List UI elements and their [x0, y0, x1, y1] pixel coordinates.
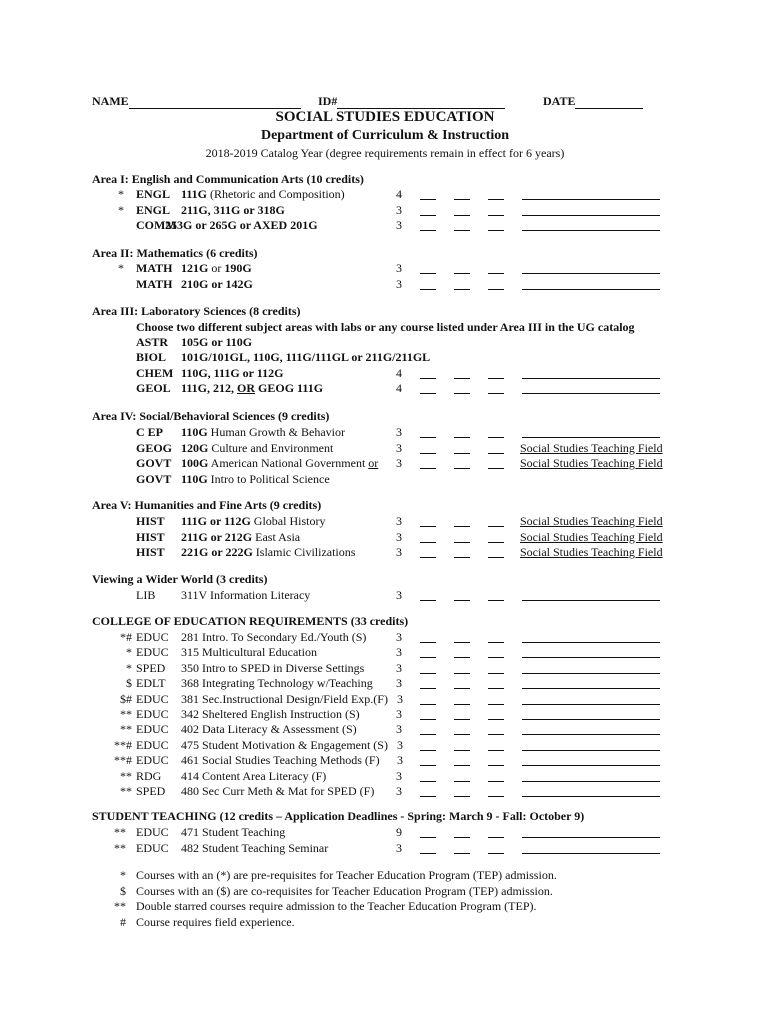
grade-blank[interactable]: [454, 453, 470, 454]
grade-blank[interactable]: [454, 230, 470, 231]
course-code: GEOG: [136, 440, 173, 455]
course-number: 121G: [181, 261, 209, 275]
course-code: SPED: [136, 660, 166, 675]
course-desc: 461 Social Studies Teaching Methods (F): [181, 753, 380, 768]
area-1-heading: Area I: English and Communication Arts (10 credits): [92, 172, 364, 186]
course-code: EDUC: [136, 645, 169, 660]
grade-blank[interactable]: [454, 688, 470, 689]
grade-blank[interactable]: [454, 289, 470, 290]
prereq-mark: **: [120, 722, 132, 737]
course-title: [165, 218, 318, 233]
course-row: [0, 661, 770, 676]
grade-blank[interactable]: [488, 468, 504, 469]
course-code: EDUC: [136, 691, 169, 706]
or-connector: OR: [237, 380, 256, 395]
course-desc: Global History: [250, 514, 326, 528]
notes-blank[interactable]: [522, 704, 660, 705]
page-title: SOCIAL STUDIES EDUCATION: [275, 109, 495, 125]
credits: 3: [397, 691, 403, 706]
course-desc: American National Government: [208, 456, 369, 470]
grade-blank[interactable]: [420, 704, 436, 705]
course-row: [0, 350, 770, 365]
course-desc: 342 Sheltered English Instruction (S): [181, 707, 360, 721]
course-row: [0, 784, 770, 799]
area-3-instruction: Choose two different subject areas with labs or any course listed under Area III in the UG catalog: [136, 320, 635, 334]
grade-blank[interactable]: [454, 378, 470, 379]
grade-blank[interactable]: [420, 230, 436, 231]
notes-blank[interactable]: [522, 750, 660, 751]
notes-blank[interactable]: [522, 199, 660, 200]
grade-blank[interactable]: [488, 437, 504, 438]
credits: 4: [396, 365, 402, 380]
credits: 3: [396, 707, 402, 721]
legend-symbol: $: [120, 883, 126, 898]
grade-blank[interactable]: [420, 273, 436, 274]
course-title: [181, 456, 378, 471]
credits: 4: [396, 187, 402, 201]
legend-symbol: *: [120, 868, 126, 882]
notes-blank[interactable]: [522, 765, 660, 766]
course-title: [181, 203, 285, 218]
grade-blank[interactable]: [488, 750, 504, 751]
prereq-mark: *: [126, 645, 132, 660]
or-connector: or: [368, 456, 379, 470]
grade-blank[interactable]: [454, 837, 470, 838]
grade-blank[interactable]: [454, 750, 470, 751]
teaching-field-note: Social Studies Teaching Field: [520, 529, 663, 544]
grade-blank[interactable]: [454, 657, 470, 658]
credits: 4: [396, 380, 402, 395]
teaching-field-note: Social Studies Teaching Field: [520, 456, 663, 470]
notes-blank[interactable]: [522, 437, 660, 438]
course-desc: Islamic Civilizations: [252, 545, 356, 559]
grade-blank[interactable]: [488, 600, 504, 601]
prereq-mark: *: [118, 261, 124, 275]
course-row: [0, 722, 770, 737]
course-row: [0, 588, 770, 603]
course-row: [0, 707, 770, 722]
date-field[interactable]: DATE: [543, 94, 643, 109]
grade-blank[interactable]: [488, 453, 504, 454]
coe-heading: COLLEGE OF EDUCATION REQUIREMENTS (33 credits): [92, 614, 409, 628]
grade-blank[interactable]: [488, 781, 504, 782]
credits: 3: [396, 218, 402, 232]
grade-blank[interactable]: [420, 378, 436, 379]
course-row: [0, 630, 770, 645]
grade-blank[interactable]: [488, 215, 504, 216]
course-title: [181, 187, 345, 202]
grade-blank[interactable]: [488, 273, 504, 274]
prereq-mark: **#: [114, 753, 132, 768]
notes-blank[interactable]: [522, 600, 660, 601]
grade-blank[interactable]: [488, 378, 504, 379]
teaching-field-note: Social Studies Teaching Field: [520, 514, 663, 528]
wider-world-heading: Viewing a Wider World (3 credits): [92, 572, 268, 586]
credits: 3: [396, 588, 402, 602]
course-title: [181, 277, 253, 292]
course-code: HIST: [136, 545, 165, 559]
grade-blank[interactable]: [454, 273, 470, 274]
notes-blank[interactable]: [522, 796, 660, 797]
grade-blank[interactable]: [420, 734, 436, 735]
grade-blank[interactable]: [420, 657, 436, 658]
notes-blank[interactable]: [522, 719, 660, 720]
grade-blank[interactable]: [488, 765, 504, 766]
grade-blank[interactable]: [454, 796, 470, 797]
course-title: [181, 530, 300, 545]
notes-blank[interactable]: [522, 657, 660, 658]
course-code: HIST: [136, 514, 165, 528]
grade-blank[interactable]: [420, 199, 436, 200]
grade-blank[interactable]: [420, 750, 436, 751]
course-number-alt: GEOG 111G: [255, 380, 324, 395]
credits: 3: [396, 276, 402, 291]
notes-blank[interactable]: [522, 273, 660, 274]
grade-blank[interactable]: [488, 542, 504, 543]
legend-symbol: #: [120, 914, 126, 929]
course-number: 211G or 212G: [181, 529, 253, 544]
course-code: EDUC: [136, 630, 169, 644]
grade-blank[interactable]: [454, 673, 470, 674]
course-row: [0, 425, 770, 440]
catalog-year: 2018-2019 Catalog Year (degree requirements remain in effect for 6 years): [205, 146, 565, 160]
grade-blank[interactable]: [488, 557, 504, 558]
grade-blank[interactable]: [454, 853, 470, 854]
grade-blank[interactable]: [420, 437, 436, 438]
grade-blank[interactable]: [454, 393, 470, 394]
course-number: 120G: [181, 440, 209, 455]
course-row: [0, 692, 770, 707]
course-row: [0, 753, 770, 768]
course-number: 210G or 142G: [181, 276, 253, 291]
course-code: CHEM: [136, 365, 174, 380]
course-code: ENGL: [136, 187, 171, 201]
legend-text: Courses with an ($) are co-requisites for Teacher Education Program (TEP) admission.: [136, 883, 553, 898]
course-number: 111G, 212,: [181, 380, 238, 395]
course-row: [0, 456, 770, 471]
course-desc: Human Growth & Behavior: [207, 425, 345, 439]
credits: 3: [396, 425, 402, 439]
course-desc: 471 Student Teaching: [181, 825, 286, 839]
grade-blank[interactable]: [488, 734, 504, 735]
prereq-mark: *: [118, 187, 124, 201]
course-desc: Culture and Environment: [208, 440, 334, 455]
course-desc: 350 Intro to SPED in Diverse Settings: [181, 660, 365, 675]
grade-blank[interactable]: [420, 289, 436, 290]
course-row: [0, 645, 770, 660]
course-title: [181, 514, 325, 529]
notes-blank[interactable]: [522, 642, 660, 643]
grade-blank[interactable]: [420, 453, 436, 454]
course-code: RDG: [136, 768, 162, 783]
prereq-mark: $: [126, 676, 132, 691]
credits: 3: [396, 529, 402, 544]
grade-blank[interactable]: [420, 673, 436, 674]
credits: 3: [397, 753, 403, 768]
area-3-heading: Area III: Laboratory Sciences (8 credits): [92, 304, 301, 318]
grade-blank[interactable]: [454, 542, 470, 543]
grade-blank[interactable]: [420, 557, 436, 558]
grade-blank[interactable]: [454, 642, 470, 643]
course-desc: 475 Student Motivation & Engagement (S): [181, 737, 388, 752]
course-number: 105G or 110G: [181, 335, 253, 349]
course-desc: 311V Information Literacy: [181, 588, 311, 602]
grade-blank[interactable]: [454, 526, 470, 527]
course-row: [0, 530, 770, 545]
course-row: [0, 277, 770, 292]
course-row: [0, 676, 770, 691]
course-title: [181, 261, 252, 276]
course-row: [0, 841, 770, 856]
course-title: [181, 441, 333, 456]
course-title: [181, 350, 430, 365]
course-code: EDLT: [136, 676, 166, 691]
course-code: HIST: [136, 529, 165, 544]
grade-blank[interactable]: [488, 657, 504, 658]
area-4-heading: Area IV: Social/Behavioral Sciences (9 credits): [92, 409, 330, 423]
legend-item: [0, 915, 770, 930]
course-row: [0, 187, 770, 202]
legend-symbol: **: [114, 899, 126, 913]
grade-blank[interactable]: [420, 853, 436, 854]
prereq-mark: **#: [114, 737, 132, 752]
notes-blank[interactable]: [522, 215, 660, 216]
course-row: [0, 381, 770, 396]
course-row: [0, 218, 770, 233]
credits: 3: [396, 630, 402, 644]
notes-blank[interactable]: [522, 734, 660, 735]
course-code: COMM: [136, 218, 177, 232]
grade-blank[interactable]: [420, 781, 436, 782]
course-desc: 368 Integrating Technology w/Teaching: [181, 676, 373, 691]
course-code: GOVT: [136, 471, 172, 486]
grade-blank[interactable]: [488, 199, 504, 200]
credits: 3: [396, 456, 402, 470]
grade-blank[interactable]: [420, 719, 436, 720]
notes-blank[interactable]: [522, 781, 660, 782]
grade-blank[interactable]: [420, 542, 436, 543]
course-code: EDUC: [136, 753, 169, 768]
course-desc: 315 Multicultural Education: [181, 645, 317, 660]
credits: 3: [396, 645, 402, 660]
course-desc: 480 Sec Curr Meth & Mat for SPED (F): [181, 784, 375, 798]
course-title: [181, 425, 345, 440]
area-5-heading: Area V: Humanities and Fine Arts (9 credits): [92, 498, 322, 512]
grade-blank[interactable]: [488, 688, 504, 689]
prereq-mark: **: [120, 768, 132, 783]
credits: 3: [397, 737, 403, 752]
course-desc: 482 Student Teaching Seminar: [181, 840, 329, 855]
course-row: [0, 545, 770, 560]
grade-blank[interactable]: [420, 642, 436, 643]
course-desc: 281 Intro. To Secondary Ed./Youth (S): [181, 630, 367, 644]
grade-blank[interactable]: [454, 734, 470, 735]
credits: 3: [396, 768, 402, 783]
course-code: SPED: [136, 784, 166, 798]
credits: 3: [396, 440, 402, 455]
course-code: MATH: [136, 276, 173, 291]
prereq-mark: **: [114, 825, 126, 839]
grade-blank[interactable]: [454, 437, 470, 438]
course-code: ASTR: [136, 335, 169, 349]
course-number: 101G/101GL, 110G, 111G/111GL or 211G/211GL: [181, 350, 431, 365]
notes-blank[interactable]: [522, 230, 660, 231]
notes-blank[interactable]: [522, 289, 660, 290]
grade-blank[interactable]: [454, 765, 470, 766]
prereq-mark: **: [114, 840, 126, 855]
course-number: 253G or 265G or AXED 201G: [165, 218, 318, 232]
course-row: [0, 335, 770, 350]
legend-text: Course requires field experience.: [136, 914, 295, 929]
teaching-field-note: Social Studies Teaching Field: [520, 440, 663, 455]
grade-blank[interactable]: [420, 765, 436, 766]
grade-blank[interactable]: [454, 719, 470, 720]
credits: 3: [396, 676, 402, 691]
grade-blank[interactable]: [420, 393, 436, 394]
course-row: [0, 366, 770, 381]
course-desc: or: [208, 261, 225, 275]
course-number: 110G, 111G or 112G: [181, 365, 284, 380]
grade-blank[interactable]: [488, 719, 504, 720]
credits: 3: [396, 514, 402, 528]
course-row: [0, 261, 770, 276]
grade-blank[interactable]: [420, 688, 436, 689]
course-number: 111G: [181, 187, 208, 201]
course-row: [0, 825, 770, 840]
course-number: 221G or 222G: [181, 545, 253, 559]
grade-blank[interactable]: [488, 289, 504, 290]
name-field[interactable]: NAME: [92, 94, 301, 109]
prereq-mark: **: [120, 784, 132, 798]
course-number-alt: 190G: [224, 261, 252, 275]
course-row: [0, 203, 770, 218]
grade-blank[interactable]: [488, 526, 504, 527]
grade-blank[interactable]: [488, 673, 504, 674]
course-title: [181, 335, 252, 350]
grade-blank[interactable]: [454, 781, 470, 782]
credits: 3: [396, 660, 402, 675]
grade-blank[interactable]: [454, 557, 470, 558]
course-code: LIB: [136, 588, 156, 602]
course-code: GOVT: [136, 456, 172, 470]
credits: 3: [396, 202, 402, 217]
course-number: 110G: [181, 471, 208, 486]
grade-blank[interactable]: [488, 230, 504, 231]
prereq-mark: *: [126, 660, 132, 675]
course-desc: 402 Data Literacy & Assessment (S): [181, 722, 357, 737]
notes-blank[interactable]: [522, 378, 660, 379]
course-row: [0, 769, 770, 784]
grade-blank[interactable]: [488, 853, 504, 854]
course-number: 110G: [181, 425, 208, 439]
grade-blank[interactable]: [488, 837, 504, 838]
grade-blank[interactable]: [420, 600, 436, 601]
legend-item: [0, 899, 770, 914]
course-code: BIOL: [136, 350, 167, 365]
credits: 9: [396, 825, 402, 839]
grade-blank[interactable]: [420, 526, 436, 527]
legend-item: [0, 884, 770, 899]
legend-text: Double starred courses require admission to the Teacher Education Program (TEP).: [136, 899, 537, 913]
course-title: [181, 545, 355, 560]
grade-blank[interactable]: [420, 837, 436, 838]
course-row: [0, 738, 770, 753]
course-code: ENGL: [136, 202, 171, 217]
student-teaching-heading: STUDENT TEACHING (12 credits – Application Deadlines - Spring: March 9 - Fall: October 9): [92, 809, 585, 823]
notes-blank[interactable]: [522, 673, 660, 674]
course-title: [181, 472, 330, 487]
course-code: EDUC: [136, 840, 169, 855]
prereq-mark: $#: [120, 691, 132, 706]
course-desc: 414 Content Area Literacy (F): [181, 768, 327, 783]
course-code: EDUC: [136, 737, 169, 752]
course-row: [0, 514, 770, 529]
credits: 3: [396, 545, 402, 559]
grade-blank[interactable]: [488, 642, 504, 643]
course-desc: Intro to Political Science: [207, 471, 330, 486]
course-number: 111G or 112G: [181, 514, 251, 528]
notes-blank[interactable]: [522, 688, 660, 689]
course-code: EDUC: [136, 825, 169, 839]
prereq-mark: *#: [120, 630, 132, 644]
page-subtitle: Department of Curriculum & Instruction: [260, 128, 510, 143]
grade-blank[interactable]: [454, 704, 470, 705]
notes-blank[interactable]: [522, 393, 660, 394]
area-2-heading: Area II: Mathematics (6 credits): [92, 246, 258, 260]
id-field[interactable]: ID#: [318, 94, 505, 109]
grade-blank[interactable]: [488, 704, 504, 705]
course-code: MATH: [136, 261, 173, 275]
course-code: GEOL: [136, 380, 171, 395]
course-code: EDUC: [136, 707, 169, 721]
grade-blank[interactable]: [454, 199, 470, 200]
grade-blank[interactable]: [454, 215, 470, 216]
course-code: EDUC: [136, 722, 169, 737]
grade-blank[interactable]: [488, 393, 504, 394]
credits: 3: [396, 784, 402, 798]
prereq-mark: **: [120, 707, 132, 721]
notes-blank[interactable]: [522, 853, 660, 854]
grade-blank[interactable]: [420, 796, 436, 797]
grade-blank[interactable]: [454, 600, 470, 601]
course-code: C EP: [136, 425, 163, 439]
credits: 3: [396, 722, 402, 737]
course-row: [0, 441, 770, 456]
credits: 3: [396, 840, 402, 855]
course-title: [181, 366, 283, 381]
course-desc: (Rhetoric and Composition): [207, 187, 345, 201]
grade-blank[interactable]: [488, 796, 504, 797]
teaching-field-note: Social Studies Teaching Field: [520, 545, 663, 559]
prereq-mark: *: [118, 202, 124, 217]
course-desc: East Asia: [252, 529, 301, 544]
course-desc: 381 Sec.Instructional Design/Field Exp.(F): [181, 691, 388, 706]
course-title: [181, 381, 323, 396]
legend-item: [0, 868, 770, 883]
credits: 3: [396, 261, 402, 275]
course-row: [0, 472, 770, 487]
grade-blank[interactable]: [420, 215, 436, 216]
course-number: 211G, 311G or 318G: [181, 202, 285, 217]
course-number: 100G: [181, 456, 209, 470]
grade-blank[interactable]: [454, 468, 470, 469]
legend-text: Courses with an (*) are pre-requisites for Teacher Education Program (TEP) admission.: [136, 868, 557, 882]
notes-blank[interactable]: [522, 837, 660, 838]
grade-blank[interactable]: [420, 468, 436, 469]
